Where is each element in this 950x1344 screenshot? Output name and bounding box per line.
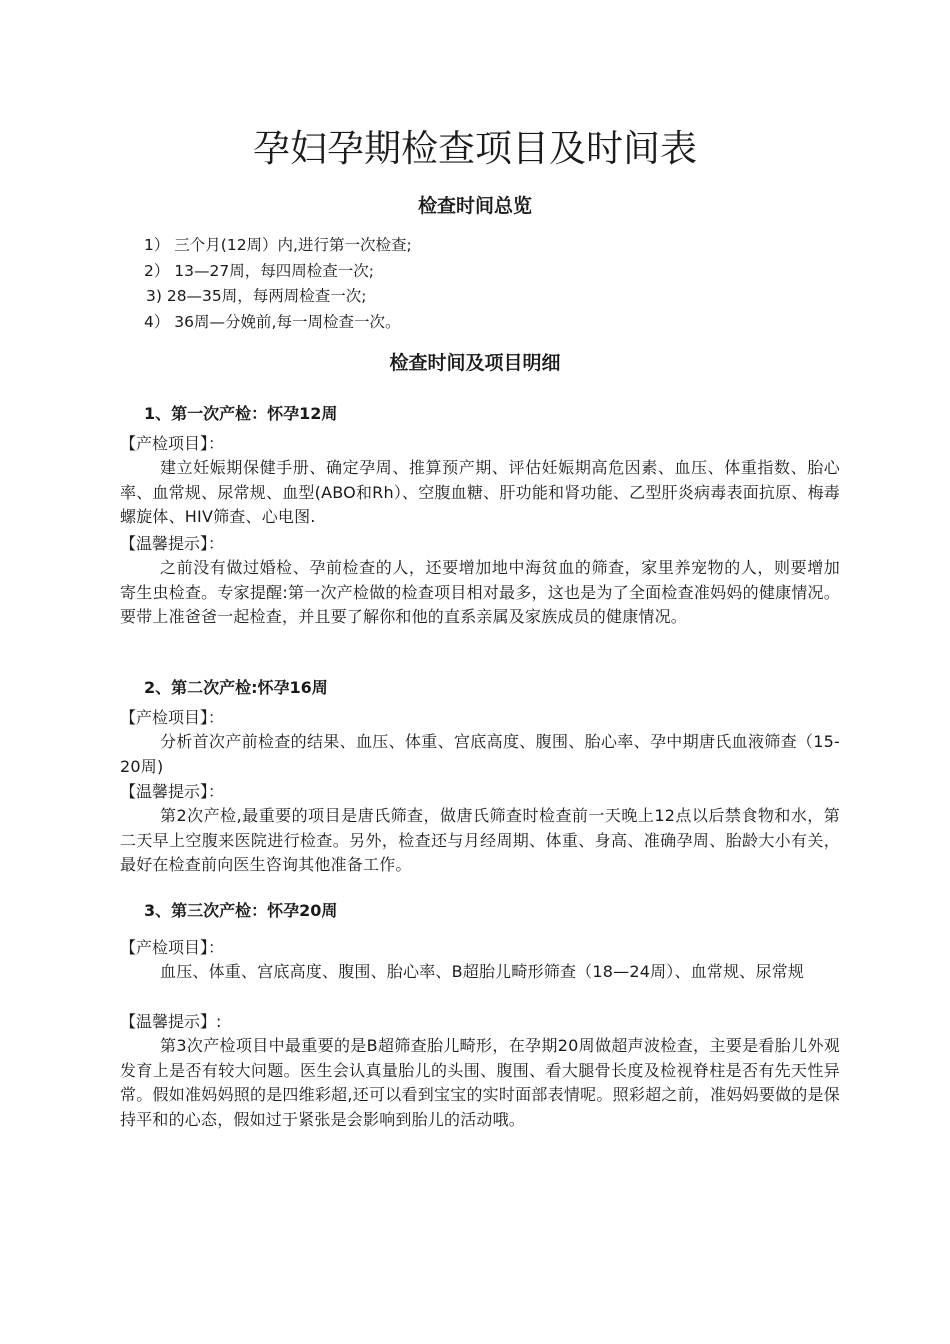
overview-heading: 检查时间总览 [417,195,532,217]
section-3-items-label: 【产检项目】： [120,938,225,957]
section-3-tips-label: 【温馨提示】: [120,1012,222,1031]
section-2-items-label: 【产检项目】： [120,708,225,727]
details-heading: 检查时间及项目明细 [389,352,561,374]
section-1-items-label: 【产检项目】： [120,434,225,453]
overview-item-2: 2） 13—27周，每四周检查一次; [144,262,374,280]
section-2-heading: 2、第二次产检:怀孕16周 [144,678,328,697]
overview-item-4: 4） 36周—分娩前,每一周检查一次。 [144,313,401,331]
section-2-tips-text: 第2次产检,最重要的项目是唐氏筛查，做唐氏筛查时检查前一天晚上12点以后禁食物和水，第二天早上空腹来医院进行检查。另外，检查还与月经周期、体重、身高、准确孕周、胎龄大小有关，最好在检查前向医生咨询其他准备工作。 [120,806,840,874]
section-3-heading: 3、第三次产检：怀孕20周 [144,901,338,920]
section-1-items-text: 建立妊娠期保健手册、确定孕周、推算预产期、评估妊娠期高危因素、血压、体重指数、胎心率、血常规、尿常规、血型(ABO和Rh）、空腹血糖、肝功能和肾功能、乙型肝炎病毒表面抗原、梅毒螺旋体、HIV筛查、心电图. [120,458,840,526]
overview-item-1: 1） 三个月(12周）内,进行第一次检查; [144,236,412,254]
overview-item-3: 3) 28—35周，每两周检查一次; [146,287,367,305]
section-1-tips-text: 之前没有做过婚检、孕前检查的人，还要增加地中海贫血的筛查，家里养宠物的人，则要增加寄生虫检查。专家提醒:第一次产检做的检查项目相对最多，这也是为了全面检查准妈妈的健康情况。要带上准爸爸一起检查，并且要了解你和他的直系亲属及家族成员的健康情况。 [120,558,840,626]
section-1-heading: 1、第一次产检：怀孕12周 [144,404,338,423]
section-2-items-text: 分析首次产前检查的结果、血压、体重、宫底高度、腹围、胎心率、孕中期唐氏血液筛查（15-20周) [120,732,840,776]
document-title: 孕妇孕期检查项目及时间表 [253,127,697,170]
section-1-tips-label: 【温馨提示】： [120,534,225,553]
section-2-tips-label: 【温馨提示】： [120,782,225,801]
section-3-tips-text: 第3次产检项目中最重要的是B超筛查胎儿畸形，在孕期20周做超声波检查，主要是看胎儿外观发育上是否有较大问题。医生会认真量胎儿的头围、腹围、看大腿骨长度及检视脊柱是否有先天性异常。假如准妈妈照的是四维彩超,还可以看到宝宝的实时面部表情呢。照彩超之前，准妈妈要做的是保持平和的心态，假如过于紧张是会影响到胎儿的活动哦。 [120,1036,840,1129]
section-3-items-text: 血压、体重、宫底高度、腹围、胎心率、B超胎儿畸形筛查（18—24周）、血常规、尿常规 [160,962,805,981]
